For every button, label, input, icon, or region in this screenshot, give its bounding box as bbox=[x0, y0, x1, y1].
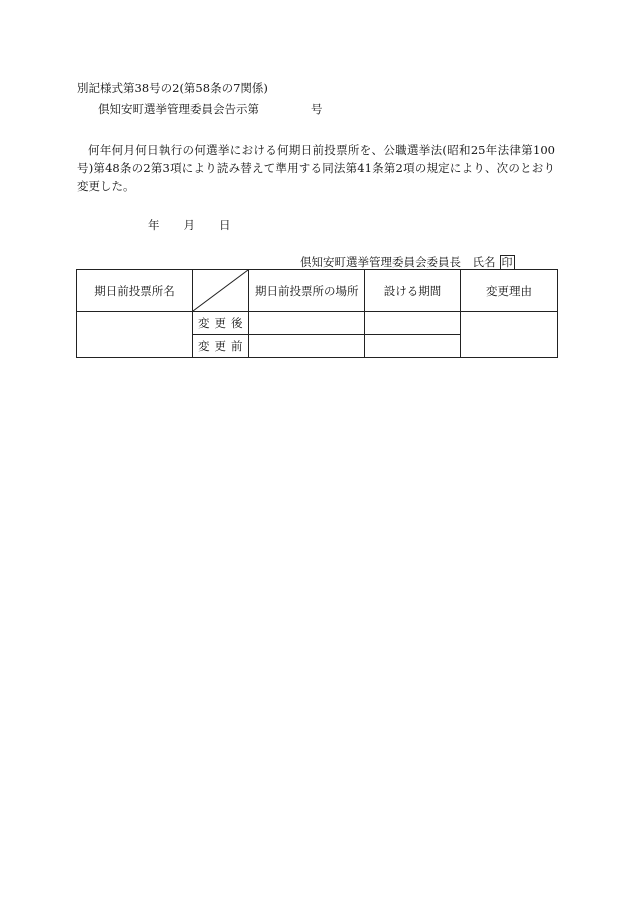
cell-location-before bbox=[249, 335, 365, 358]
cell-period-after bbox=[365, 312, 461, 335]
header-diagonal-cell bbox=[193, 270, 249, 312]
notice-number-line bbox=[98, 101, 323, 117]
header-period: 設ける期間 bbox=[365, 270, 461, 312]
notice-prefix: 倶知安町選挙管理委員会告示第 bbox=[98, 102, 259, 116]
table-header-row bbox=[77, 270, 558, 312]
notice-body: 何年何月何日執行の何選挙における何期日前投票所を、公職選挙法(昭和25年法律第100号)第48条の2第3項により読み替えて準用する同法第41条第2項の規定により、次のとおり変更した。 bbox=[77, 143, 555, 193]
form-reference: 別記様式第38号の2(第58条の7関係) bbox=[77, 81, 268, 95]
date-day: 日 bbox=[219, 218, 231, 232]
row-label-before: 変更前 bbox=[193, 335, 249, 358]
signer-line bbox=[300, 254, 515, 270]
cell-location-after bbox=[249, 312, 365, 335]
table-row bbox=[77, 312, 558, 335]
date-year: 年 bbox=[148, 218, 160, 232]
header-name: 期日前投票所名 bbox=[77, 270, 193, 312]
header-reason: 変更理由 bbox=[461, 270, 558, 312]
cell-reason bbox=[461, 312, 558, 358]
signer-name: 倶知安町選挙管理委員会委員長 氏名 bbox=[300, 255, 496, 269]
seal-mark: 印 bbox=[501, 256, 513, 269]
row-label-after: 変更後 bbox=[193, 312, 249, 335]
header-location: 期日前投票所の場所 bbox=[249, 270, 365, 312]
notice-suffix: 号 bbox=[311, 102, 323, 116]
date-month: 月 bbox=[183, 218, 195, 232]
diagonal-line bbox=[193, 270, 248, 311]
change-table bbox=[76, 269, 558, 358]
date-line bbox=[148, 217, 231, 233]
cell-name bbox=[77, 312, 193, 358]
cell-period-before bbox=[365, 335, 461, 358]
